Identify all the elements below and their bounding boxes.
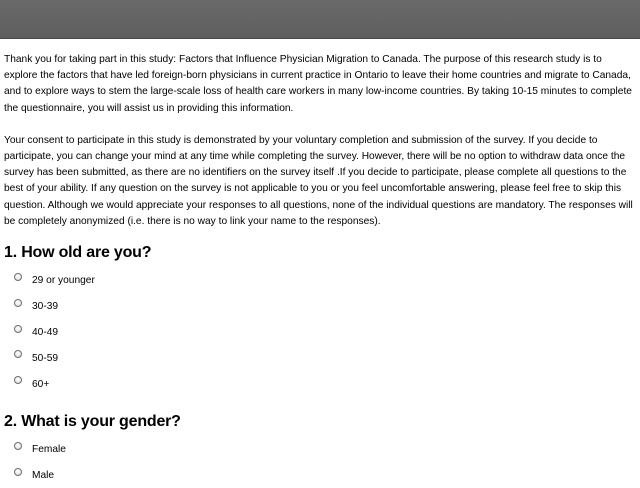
radio-female[interactable]: [14, 442, 22, 450]
question-2-title: 2. What is your gender?: [4, 413, 181, 431]
question-2-options: [4, 436, 636, 488]
radio-male[interactable]: [14, 468, 22, 476]
survey-content: [4, 52, 636, 488]
question-1-options: [4, 267, 636, 396]
radio-30-39[interactable]: [14, 299, 22, 307]
option-40-49[interactable]: [4, 319, 636, 345]
radio-60-plus[interactable]: [14, 376, 22, 384]
option-50-59[interactable]: [4, 344, 636, 370]
option-60-plus[interactable]: [4, 370, 636, 396]
option-label: 30-39: [32, 301, 59, 313]
radio-29-or-younger[interactable]: [14, 273, 22, 281]
intro-paragraph-1: Thank you for taking part in this study: Factors that Influence Physician Migration to Canada. The purpose of this research study is to explore the factors that have led foreign-born physicians in current practice in Ontario to leave their home countries and migrate to Canada, and to explore ways to stem the large-scale loss of health care workers in many low-income countries. By taking 10-15 minutes to complete the questionnaire, you will assist us in providing this information.: [4, 54, 632, 114]
option-label: 60+: [32, 378, 50, 390]
option-29-or-younger[interactable]: [4, 267, 636, 293]
intro-paragraph-2: Your consent to participate in this study is demonstrated by your voluntary completion and submission of the survey. If you decide to participate, you can change your mind at any time while completing the survey. However, there will be no option to withdraw data once the survey has been submitted, as there are no identifiers on the survey itself .If you decide to participate, please complete all questions to the best of your ability. If any question on the survey is not applicable to you or you feel uncomfortable answering, please feel free to skip this question. Although we would appreciate your responses to all questions, none of the individual questions are mandatory. The responses will be completely anonymized (i.e. there is no way to link your name to the responses).: [4, 134, 633, 227]
option-30-39[interactable]: [4, 293, 636, 319]
question-1-title: 1. How old are you?: [4, 244, 152, 262]
option-label: Female: [32, 444, 66, 456]
option-male[interactable]: [4, 462, 636, 488]
option-female[interactable]: [4, 436, 636, 462]
option-label: 50-59: [32, 352, 59, 364]
option-label: Male: [32, 470, 55, 482]
radio-40-49[interactable]: [14, 325, 22, 333]
option-label: 29 or younger: [32, 275, 95, 287]
radio-50-59[interactable]: [14, 350, 22, 358]
top-bar: [0, 0, 640, 39]
option-label: 40-49: [32, 327, 59, 339]
